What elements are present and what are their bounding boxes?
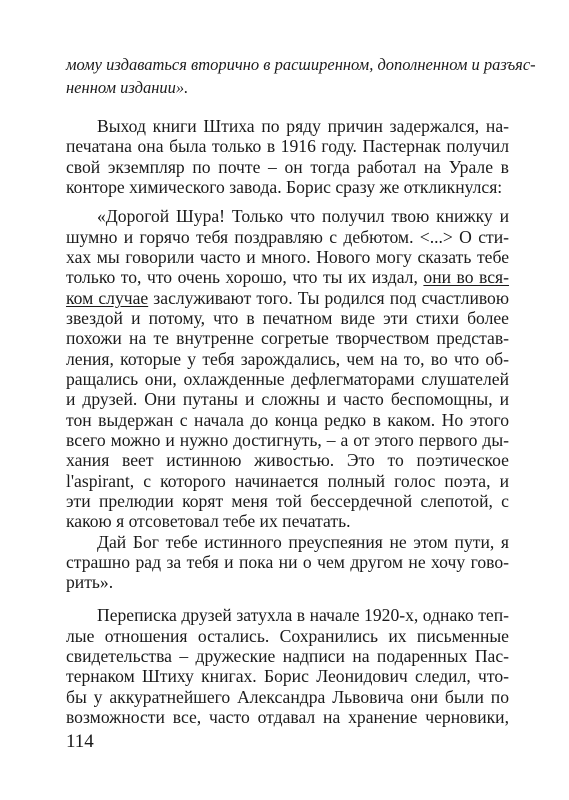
text-line: возможности все, часто отдавал на хранение черновики, bbox=[66, 707, 509, 727]
text-line: ненном издании». bbox=[66, 78, 189, 97]
text-line: всего можно и нужно достигнуть, – а от этого первого ды- bbox=[66, 429, 509, 450]
text-line: тернаком Штиху книгах. Борис Леонидович следил, что- bbox=[66, 666, 509, 687]
text-line: Выход книги Штиха по ряду причин задержался, на- bbox=[97, 116, 509, 136]
text-line: лые отношения остались. Сохранились их письменные bbox=[66, 625, 509, 646]
text-line: l'aspirant, с которого начинается полный голос поэта, и bbox=[66, 470, 509, 491]
text-line: хания веет истинною живостью. Это то поэтическое bbox=[66, 450, 509, 471]
text-line: похожи на те внутренне согретые творчеством представ- bbox=[66, 328, 509, 349]
text-line: мому издаваться вторично в расширенном, дополненном и разъяс- bbox=[66, 55, 536, 74]
text-line: и друзей. Они путаны и сложны и часто беспомощны, и bbox=[66, 389, 509, 410]
text-line: бы у аккуратнейшего Александра Львовича они были по bbox=[66, 686, 509, 707]
text-line: Переписка друзей затухла в начале 1920-х, однако теп- bbox=[97, 605, 509, 626]
underlined-phrase: ком случае bbox=[66, 287, 149, 308]
text-line: страшно рад за тебя и пока ни о чем другом не хочу гово- bbox=[66, 551, 509, 572]
underlined-phrase: они во вся- bbox=[423, 267, 510, 288]
text-line: Дай Бог тебе истинного преуспеяния не этом пути, я bbox=[97, 531, 509, 552]
page-number: 114 bbox=[66, 731, 94, 752]
text-line: свидетельства – дружеские надписи на подаренных Пас- bbox=[66, 646, 509, 667]
text-line: шумно и горячо тебя поздравляю с дебютом. <...> О сти- bbox=[66, 226, 509, 247]
text-line: «Дорогой Шура! Только что получил твою книжку и bbox=[97, 206, 509, 227]
text-line bbox=[66, 287, 509, 309]
text-line: хах мы говорили часто и много. Нового могу сказать тебе bbox=[66, 247, 509, 268]
text-line: звездой и потому, что в печатном виде эти стихи более bbox=[66, 308, 509, 329]
text-line bbox=[66, 266, 509, 288]
text-line: конторе химического завода. Борис сразу же откликнулся: bbox=[66, 176, 503, 197]
text-span: только то, что очень хорошо, что ты их издал, bbox=[66, 267, 424, 288]
text-line: печатана она была только в 1916 году. Пастернак получил bbox=[66, 136, 509, 157]
text-line: тон выдержан с начала до конца редко в каком. Но этого bbox=[66, 409, 509, 430]
text-line: ращались они, охлажденные дефлегматорами слушателей bbox=[66, 369, 509, 390]
text-span: заслуживают того. Ты родился под счастливою bbox=[148, 287, 509, 308]
text-line: ления, которые у тебя зарождались, чем на то, во что об- bbox=[66, 348, 509, 369]
text-line: какою я отсоветовал тебе их печатать. bbox=[66, 511, 351, 532]
text-line: рить». bbox=[66, 572, 114, 593]
text-line: эти прелюдии корят меня той бессердечной слепотой, с bbox=[66, 490, 509, 511]
text-line: свой экземпляр по почте – он тогда работал на Урале в bbox=[66, 156, 509, 177]
